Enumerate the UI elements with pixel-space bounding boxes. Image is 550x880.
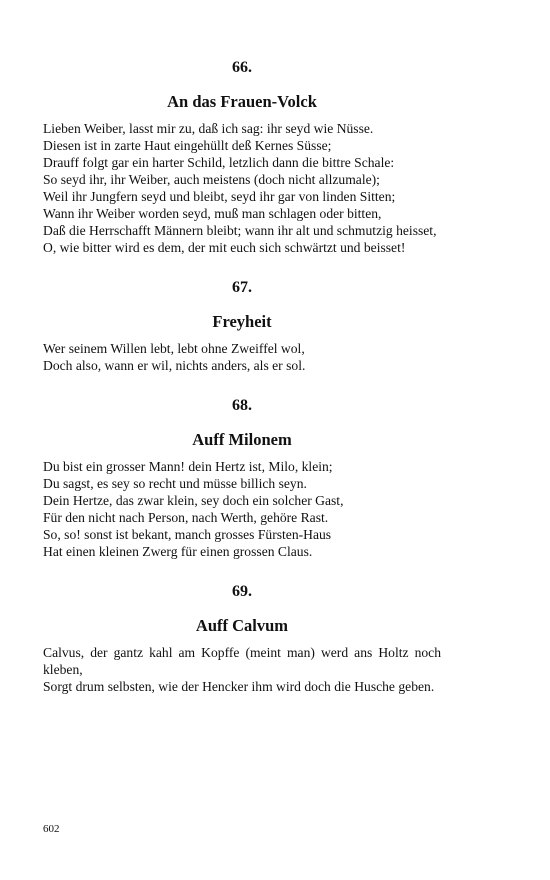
poem-title: Auff Milonem	[192, 430, 292, 449]
poem-number: 69.	[232, 583, 252, 600]
poem-67	[43, 278, 441, 374]
poem-line: Für den nicht nach Person, nach Werth, gehöre Rast.	[43, 510, 329, 525]
poem-title: Auff Calvum	[195, 616, 289, 635]
poem-69	[43, 582, 441, 695]
poem-line: Dein Hertze, das zwar klein, sey doch ein solcher Gast,	[43, 493, 344, 508]
poem-title: An das Frauen-Volck	[167, 92, 317, 111]
poem-line: Weil ihr Jungfern seyd und bleibt, seyd ihr gar von linden Sitten;	[43, 189, 396, 204]
poem-line: So seyd ihr, ihr Weiber, auch meistens (doch nicht allzumale);	[43, 172, 380, 187]
poem-line: Sorgt drum selbsten, wie der Hencker ihm wird doch die Husche geben.	[43, 679, 435, 694]
page-number: 602	[43, 823, 60, 835]
poem-line: Drauff folgt gar ein harter Schild, letzlich dann die bittre Schale:	[43, 155, 395, 170]
poem-number: 66.	[232, 59, 252, 76]
poem-line: O, wie bitter wird es dem, der mit euch sich schwärtzt und beisset!	[43, 240, 406, 255]
poem-title: Freyheit	[212, 312, 272, 331]
poem-66	[43, 58, 441, 256]
page-body	[43, 58, 441, 695]
poem-line: Hat einen kleinen Zwerg für einen grossen Claus.	[43, 544, 313, 559]
poem-line: Wann ihr Weiber worden seyd, muß man schlagen oder bitten,	[43, 206, 382, 221]
poem-line: So, so! sonst ist bekant, manch grosses Fürsten-Haus	[43, 527, 332, 542]
poem-number: 67.	[232, 279, 252, 296]
poem-line: Wer seinem Willen lebt, lebt ohne Zweiffel wol,	[43, 341, 305, 356]
poem-line: Calvus, der gantz kahl am Kopffe (meint man) werd ans Holtz noch kleben,	[43, 645, 441, 677]
poem-line: Diesen ist in zarte Haut eingehüllt deß Kernes Süsse;	[43, 138, 332, 153]
poem-number: 68.	[232, 397, 252, 414]
poem-line: Du sagst, es sey so recht und müsse billich seyn.	[43, 476, 307, 491]
poem-line: Du bist ein grosser Mann! dein Hertz ist, Milo, klein;	[43, 459, 333, 474]
poem-line: Daß die Herrschafft Männern bleibt; wann ihr alt und schmutzig heisset,	[43, 223, 437, 238]
poem-line: Lieben Weiber, lasst mir zu, daß ich sag: ihr seyd wie Nüsse.	[43, 121, 374, 136]
poem-68	[43, 396, 441, 560]
poem-line: Doch also, wann er wil, nichts anders, als er sol.	[43, 358, 306, 373]
